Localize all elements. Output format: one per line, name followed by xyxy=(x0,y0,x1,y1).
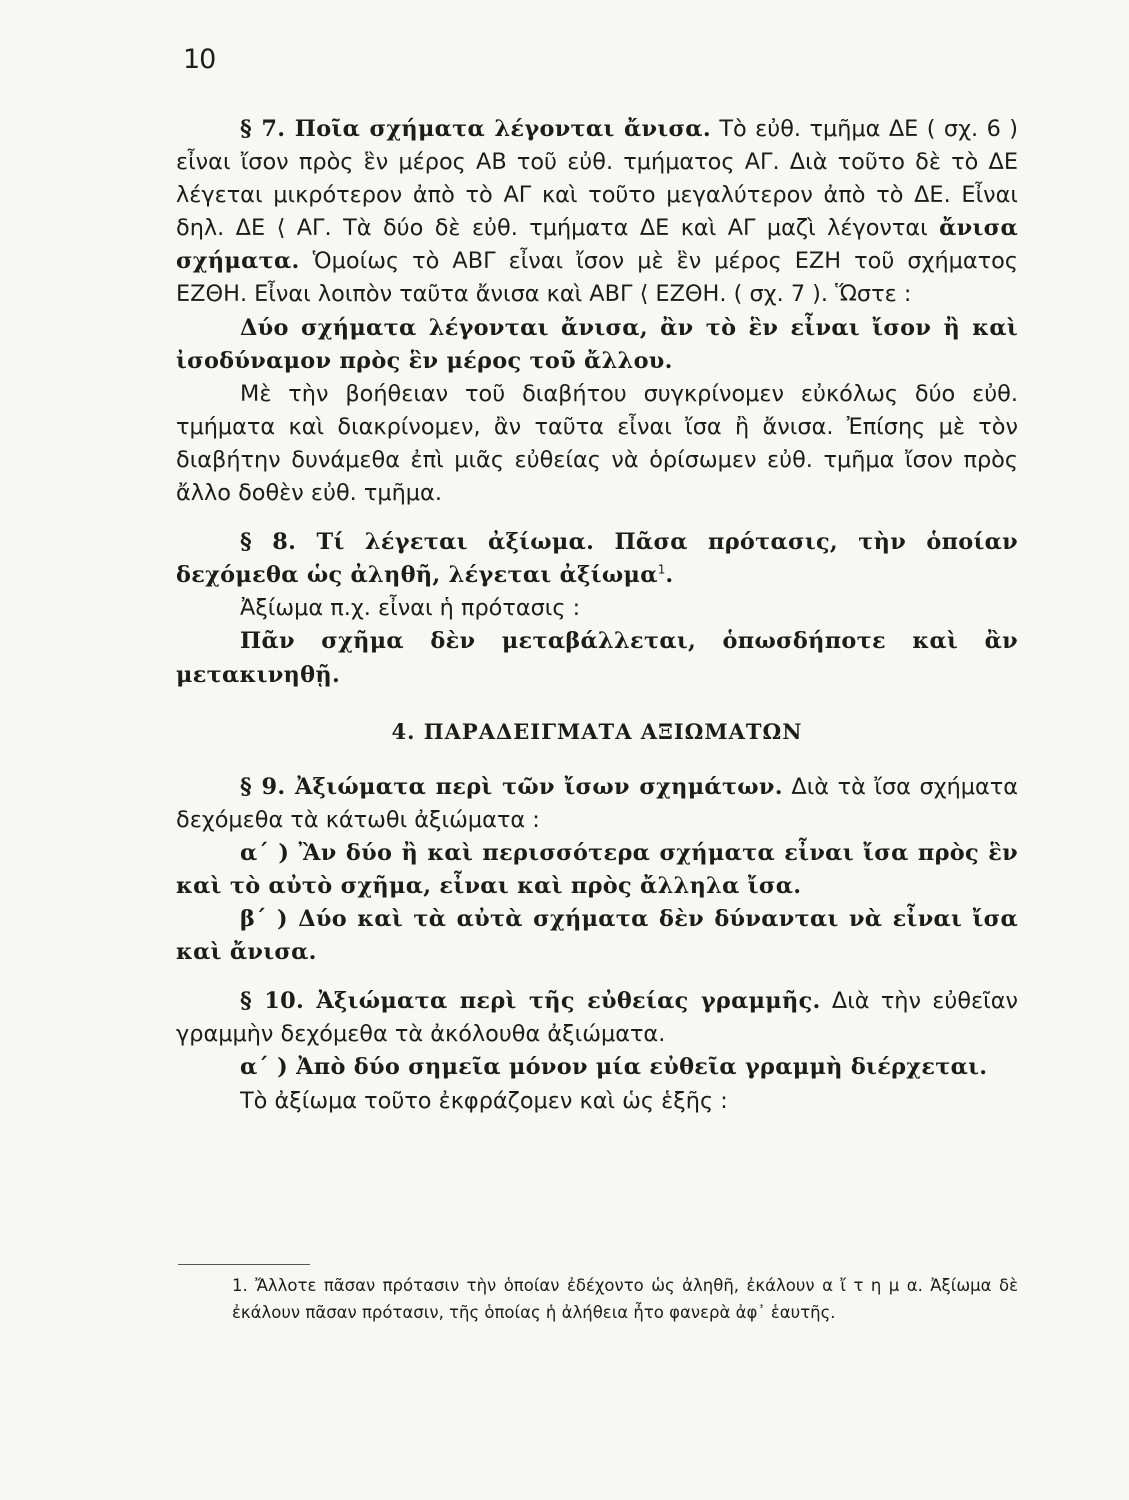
section-8-example-intro: Ἀξίωμα π.χ. εἶναι ἡ πρότασις : xyxy=(240,595,581,622)
axiom-b-mark: β΄ ) xyxy=(240,906,288,933)
spacer xyxy=(176,510,1018,526)
axiom-b-text: Δύο καὶ τὰ αὐτὰ σχήματα δὲν δύνανται νὰ εἶναι ἴσα καὶ ἄνισα. xyxy=(176,906,1018,966)
section-9-paragraph xyxy=(176,771,1018,837)
footnote-divider xyxy=(178,1264,310,1265)
section-8-heading: § 8. Τί λέγεται ἀξίωμα. xyxy=(240,529,595,556)
section-9-text: Διὰ τὰ ἴσα σχήματα δεχόμεθα τὰ κάτωθι ἀξιώματα : xyxy=(176,773,1018,833)
axiom-a-mark: α΄ ) xyxy=(240,1054,289,1081)
section-8-definition-end: . xyxy=(665,562,674,589)
section-10-axiom-a xyxy=(176,1051,1018,1084)
section-7-text-1: Τὸ εὐθ. τμῆμα ΔΕ ( σχ. 6 ) εἶναι ἴσον πρὸς ἓν μέρος ΑΒ τοῦ εὐθ. τμήματος ΑΓ. Διὰ τοῦτο δὲ τὸ ΔΕ λέγεται μικρότερον ἀπὸ τὸ ΑΓ καὶ τοῦτο μεγαλύτερον ἀπὸ τὸ ΔΕ. Εἶναι δηλ. ΔΕ ⟨ ΑΓ. Τὰ δύο δὲ εὐθ. τμήματα ΔΕ καὶ ΑΓ μαζὶ λέγονται xyxy=(176,116,1018,242)
footnote-text: Ἄλλοτε πᾶσαν πρότασιν τὴν ὁποίαν ἐδέχοντο ὡς ἀληθῆ, ἐκάλουν α ἴ τ η μ α. Ἀξίωμα δὲ ἐκάλουν πᾶσαν πρότασιν, τῆς ὁποίας ἡ ἀλήθεια ἦτο φανερὰ ἀφ᾽ ἑαυτῆς. xyxy=(232,1276,1018,1322)
section-8-example: Πᾶν σχῆμα δὲν μεταβάλλεται, ὁπωσδήποτε καὶ ἂν μετακινηθῇ. xyxy=(176,628,1018,688)
section-10-text: Διὰ τὴν εὐθεῖαν γραμμὴν δεχόμεθα τὰ ἀκόλουθα ἀξιώματα. xyxy=(176,988,1018,1048)
page-number: 10 xyxy=(183,44,216,75)
section-7-term: ἄνισα σχήματα. xyxy=(176,215,1018,275)
section-9-heading: § 9. Ἀξιώματα περὶ τῶν ἴσων σχημάτων. xyxy=(240,773,783,800)
section-9-axiom-a xyxy=(176,837,1018,903)
section-7-paragraph xyxy=(176,113,1018,312)
axiom-a-mark: α΄ ) xyxy=(240,839,290,866)
section-10-paragraph xyxy=(176,985,1018,1051)
section-7-text-2: Ὁμοίως τὸ ΑΒΓ εἶναι ἴσον μὲ ἓν μέρος ΕΖΗ τοῦ σχήματος ΕΖΘΗ. Εἶναι λοιπὸν ταῦτα ἄνισα καὶ ΑΒΓ ⟨ ΕΖΘΗ. ( σχ. 7 ). Ὥστε : xyxy=(176,248,1018,308)
section-7-text-3: Μὲ τὴν βοήθειαν τοῦ διαβήτου συγκρίνομεν εὐκόλως δύο εὐθ. τμήματα καὶ διακρίνομεν, ἂν ταῦτα εἶναι ἴσα ἢ ἄνισα. Ἐπίσης μὲ τὸν διαβήτην δυνάμεθα ἐπὶ μιᾶς εὐθείας νὰ ὁρίσωμεν εὐθ. τμῆμα ἴσον πρὸς ἄλλο δοθὲν εὐθ. τμῆμα. xyxy=(176,380,1018,507)
axiom-a-text: Ἀπὸ δύο σημεῖα μόνον μία εὐθεῖα γραμμὴ διέρχεται. xyxy=(288,1054,988,1081)
section-8-definition: Πᾶσα πρότασις, τὴν ὁποίαν δεχόμεθα ὡς ἀληθῆ, λέγεται ἀξίωμα xyxy=(176,529,1018,589)
spacer xyxy=(176,969,1018,985)
section-7-heading: § 7. Ποῖα σχήματα λέγονται ἄνισα. xyxy=(240,116,711,142)
page-body xyxy=(176,113,1018,1118)
section-7-rule: Δύο σχήματα λέγονται ἄνισα, ἂν τὸ ἓν εἶναι ἴσον ἢ καὶ ἰσοδύναμον πρὸς ἓν μέρος τοῦ ἄλλου. xyxy=(176,314,1018,374)
footnote xyxy=(176,1272,1018,1326)
footnote-number: 1. xyxy=(232,1276,248,1295)
footnote-reference: 1 xyxy=(657,562,666,577)
footnote-paragraph xyxy=(176,1272,1018,1326)
section-9-axiom-b xyxy=(176,903,1018,969)
axiom-a-text: Ἂν δύο ἢ καὶ περισσότερα σχήματα εἶναι ἴσα πρὸς ἓν καὶ τὸ αὐτὸ σχῆμα, εἶναι καὶ πρὸς ἄλληλα ἴσα. xyxy=(176,839,1019,899)
chapter-heading: 4. ΠΑΡΑΔΕΙΓΜΑΤΑ ΑΞΙΩΜΑΤΩΝ xyxy=(391,718,803,744)
section-8-paragraph xyxy=(176,526,1018,592)
section-10-heading: § 10. Ἀξιώματα περὶ τῆς εὐθείας γραμμῆς. xyxy=(240,988,821,1015)
section-10-text-2: Τὸ ἀξίωμα τοῦτο ἐκφράζομεν καὶ ὡς ἑξῆς : xyxy=(240,1087,728,1114)
